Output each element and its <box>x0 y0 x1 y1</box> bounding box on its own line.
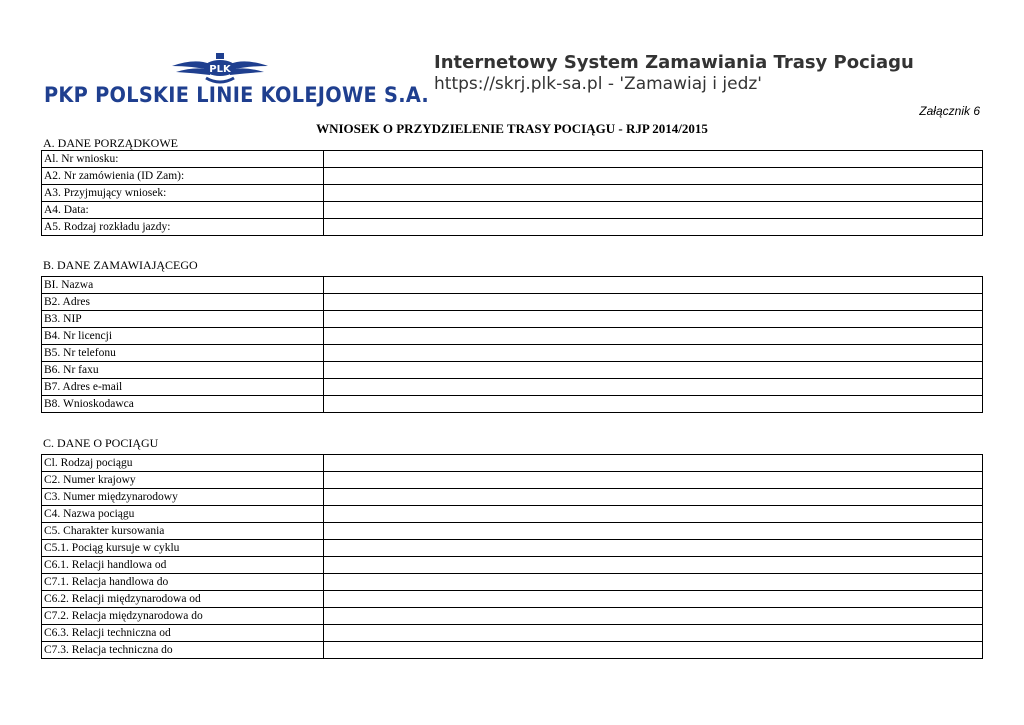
field-label: A5. Rodzaj rozkładu jazdy: <box>42 219 324 236</box>
section-a-table <box>41 150 983 236</box>
system-url: https://skrj.plk-sa.pl - 'Zamawiaj i jedz' <box>434 74 762 94</box>
field-value-cell[interactable] <box>324 557 983 574</box>
field-value-cell[interactable] <box>324 202 983 219</box>
table-row <box>42 455 983 472</box>
logo-emblem-text: PLK <box>209 64 231 75</box>
field-value-cell[interactable] <box>324 362 983 379</box>
table-row <box>42 489 983 506</box>
field-value-cell[interactable] <box>324 472 983 489</box>
field-label: C3. Numer międzynarodowy <box>42 489 324 506</box>
field-label: Cl. Rodzaj pociągu <box>42 455 324 472</box>
table-row <box>42 642 983 659</box>
table-row <box>42 379 983 396</box>
table-row <box>42 540 983 557</box>
table-row <box>42 185 983 202</box>
table-row <box>42 168 983 185</box>
field-value-cell[interactable] <box>324 328 983 345</box>
plk-logo <box>44 52 430 107</box>
field-label: A3. Przyjmujący wniosek: <box>42 185 324 202</box>
table-row <box>42 591 983 608</box>
field-value-cell[interactable] <box>324 219 983 236</box>
table-row <box>42 277 983 294</box>
table-row <box>42 151 983 168</box>
field-label: B5. Nr telefonu <box>42 345 324 362</box>
field-label: B2. Adres <box>42 294 324 311</box>
field-value-cell[interactable] <box>324 591 983 608</box>
field-label: C5. Charakter kursowania <box>42 523 324 540</box>
logo-text: PKP POLSKIE LINIE KOLEJOWE S.A. <box>44 83 430 107</box>
table-row <box>42 219 983 236</box>
table-row <box>42 574 983 591</box>
field-label: C7.3. Relacja techniczna do <box>42 642 324 659</box>
field-value-cell[interactable] <box>324 151 983 168</box>
field-label: C5.1. Pociąg kursuje w cyklu <box>42 540 324 557</box>
field-value-cell[interactable] <box>324 396 983 413</box>
field-value-cell[interactable] <box>324 574 983 591</box>
table-row <box>42 506 983 523</box>
table-row <box>42 608 983 625</box>
field-value-cell[interactable] <box>324 608 983 625</box>
table-row <box>42 625 983 642</box>
field-value-cell[interactable] <box>324 540 983 557</box>
field-value-cell[interactable] <box>324 294 983 311</box>
field-label: C7.1. Relacja handlowa do <box>42 574 324 591</box>
field-value-cell[interactable] <box>324 345 983 362</box>
field-value-cell[interactable] <box>324 379 983 396</box>
field-label: C4. Nazwa pociągu <box>42 506 324 523</box>
field-value-cell[interactable] <box>324 506 983 523</box>
field-value-cell[interactable] <box>324 489 983 506</box>
field-value-cell[interactable] <box>324 523 983 540</box>
field-label: C6.2. Relacji międzynarodowa od <box>42 591 324 608</box>
field-label: C6.3. Relacji techniczna od <box>42 625 324 642</box>
field-value-cell[interactable] <box>324 455 983 472</box>
field-label: A2. Nr zamówienia (ID Zam): <box>42 168 324 185</box>
table-row <box>42 328 983 345</box>
section-c-title: C. DANE O POCIĄGU <box>43 436 159 450</box>
field-label: C6.1. Relacji handlowa od <box>42 557 324 574</box>
winged-wheel-emblem-icon <box>170 52 270 86</box>
system-title: Internetowy System Zamawiania Trasy Pociagu <box>434 52 914 73</box>
section-c-table <box>41 454 983 659</box>
table-row <box>42 311 983 328</box>
field-value-cell[interactable] <box>324 277 983 294</box>
table-row <box>42 523 983 540</box>
section-b-table <box>41 276 983 413</box>
field-label: B3. NIP <box>42 311 324 328</box>
field-label: B7. Adres e-mail <box>42 379 324 396</box>
field-label: B6. Nr faxu <box>42 362 324 379</box>
annex-label: Załącznik 6 <box>919 104 980 118</box>
field-label: BI. Nazwa <box>42 277 324 294</box>
table-row <box>42 362 983 379</box>
table-row <box>42 294 983 311</box>
field-value-cell[interactable] <box>324 185 983 202</box>
field-label: C7.2. Relacja międzynarodowa do <box>42 608 324 625</box>
field-value-cell[interactable] <box>324 642 983 659</box>
table-row <box>42 472 983 489</box>
field-value-cell[interactable] <box>324 168 983 185</box>
field-label: B8. Wnioskodawca <box>42 396 324 413</box>
field-value-cell[interactable] <box>324 311 983 328</box>
field-label: B4. Nr licencji <box>42 328 324 345</box>
section-a-title: A. DANE PORZĄDKOWE <box>43 136 178 150</box>
document-title: WNIOSEK O PRZYDZIELENIE TRASY POCIĄGU - RJP 2014/2015 <box>316 121 708 136</box>
table-row <box>42 396 983 413</box>
field-label: A4. Data: <box>42 202 324 219</box>
field-label: C2. Numer krajowy <box>42 472 324 489</box>
section-b-title: B. DANE ZAMAWIAJĄCEGO <box>43 258 198 272</box>
table-row <box>42 557 983 574</box>
table-row <box>42 345 983 362</box>
field-label: Al. Nr wniosku: <box>42 151 324 168</box>
table-row <box>42 202 983 219</box>
field-value-cell[interactable] <box>324 625 983 642</box>
